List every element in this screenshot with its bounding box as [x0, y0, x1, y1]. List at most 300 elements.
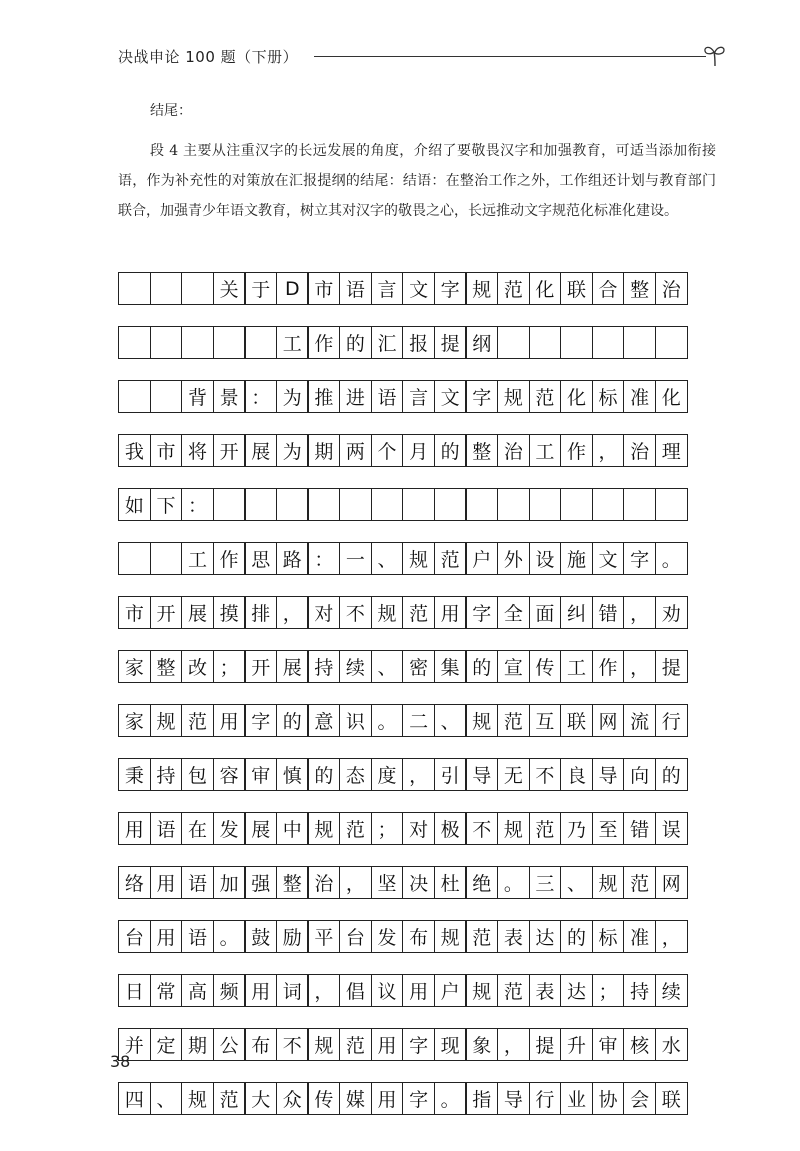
- grid-cell: 日: [118, 974, 151, 1007]
- grid-cell: 工: [276, 326, 309, 359]
- grid-cell: 二: [402, 704, 435, 737]
- grid-cell: 字: [623, 542, 656, 575]
- grid-cell: 态: [339, 758, 372, 791]
- grid-cell: 杜: [434, 866, 467, 899]
- grid-cell: 倡: [339, 974, 372, 1007]
- grid-cell: 规: [465, 272, 498, 305]
- grid-cell: 常: [150, 974, 183, 1007]
- grid-cell: 标: [592, 380, 625, 413]
- grid-cell: ：: [307, 542, 340, 575]
- grid-cell: [497, 488, 530, 521]
- grid-cell: 不: [276, 1028, 309, 1061]
- grid-cell: 语: [371, 380, 404, 413]
- grid-cell: 语: [150, 812, 183, 845]
- grid-cell: 水: [655, 1028, 688, 1061]
- grid-cell: 续: [339, 650, 372, 683]
- grid-cell: [307, 488, 340, 521]
- grid-cell: 字: [465, 380, 498, 413]
- grid-cell: 的: [434, 434, 467, 467]
- grid-cell: 审: [592, 1028, 625, 1061]
- grid-cell: 作: [213, 542, 246, 575]
- grid-cell: 范: [465, 920, 498, 953]
- grid-cell: 频: [213, 974, 246, 1007]
- grid-cell: 用: [371, 1028, 404, 1061]
- grid-cell: 强: [244, 866, 277, 899]
- grid-cell: [434, 488, 467, 521]
- grid-cell: [276, 488, 309, 521]
- grid-cell: 不: [339, 596, 372, 629]
- grid-cell: 密: [402, 650, 435, 683]
- grid-cell: 。: [655, 542, 688, 575]
- grid-cell: 展: [244, 812, 277, 845]
- grid-cell: 度: [371, 758, 404, 791]
- grid-cell: 思: [244, 542, 277, 575]
- grid-cell: ，: [623, 650, 656, 683]
- grid-cell: 范: [339, 1028, 372, 1061]
- grid-cell: 发: [371, 920, 404, 953]
- grid-cell: 互: [529, 704, 562, 737]
- grid-cell: 联: [560, 272, 593, 305]
- grid-cell: 字: [434, 272, 467, 305]
- grid-row: [118, 434, 708, 467]
- grid-cell: 协: [592, 1082, 625, 1115]
- grid-cell: 定: [150, 1028, 183, 1061]
- grid-cell: [213, 488, 246, 521]
- grid-cell: 台: [118, 920, 151, 953]
- grid-cell: 市: [307, 272, 340, 305]
- grid-cell: 整: [465, 434, 498, 467]
- grid-cell: [244, 488, 277, 521]
- grid-cell: 合: [592, 272, 625, 305]
- grid-cell: 关: [213, 272, 246, 305]
- grid-cell: 工: [529, 434, 562, 467]
- grid-cell: 错: [623, 812, 656, 845]
- grid-cell: 升: [560, 1028, 593, 1061]
- grid-row: [118, 812, 708, 845]
- grid-cell: D: [276, 272, 309, 305]
- grid-cell: 整: [276, 866, 309, 899]
- grid-cell: [497, 326, 530, 359]
- grid-cell: 鼓: [244, 920, 277, 953]
- grid-cell: 指: [465, 1082, 498, 1115]
- grid-cell: 两: [339, 434, 372, 467]
- grid-row: [118, 1082, 708, 1115]
- grid-cell: 展: [276, 650, 309, 683]
- grid-cell: 治: [497, 434, 530, 467]
- grid-cell: 摸: [213, 596, 246, 629]
- grid-cell: 高: [181, 974, 214, 1007]
- grid-cell: [655, 326, 688, 359]
- grid-cell: 宣: [497, 650, 530, 683]
- grid-cell: 导: [592, 758, 625, 791]
- grid-cell: [529, 488, 562, 521]
- grid-cell: 引: [434, 758, 467, 791]
- grid-cell: 面: [529, 596, 562, 629]
- grid-cell: 象: [465, 1028, 498, 1061]
- grid-cell: 用: [150, 866, 183, 899]
- grid-cell: 无: [497, 758, 530, 791]
- grid-cell: [181, 326, 214, 359]
- grid-cell: 字: [465, 596, 498, 629]
- grid-cell: 加: [213, 866, 246, 899]
- grid-cell: 规: [592, 866, 625, 899]
- grid-cell: 传: [529, 650, 562, 683]
- grid-cell: 联: [655, 1082, 688, 1115]
- grid-cell: 的: [276, 704, 309, 737]
- grid-cell: 作: [592, 650, 625, 683]
- grid-cell: 作: [560, 434, 593, 467]
- grid-cell: 路: [276, 542, 309, 575]
- grid-cell: 发: [213, 812, 246, 845]
- grid-cell: 至: [592, 812, 625, 845]
- grid-cell: [150, 326, 183, 359]
- grid-cell: 绝: [465, 866, 498, 899]
- grid-cell: 工: [181, 542, 214, 575]
- grid-cell: 劝: [655, 596, 688, 629]
- grid-cell: 的: [560, 920, 593, 953]
- grid-cell: 用: [244, 974, 277, 1007]
- grid-cell: 、: [150, 1082, 183, 1115]
- grid-cell: 治: [655, 272, 688, 305]
- grid-cell: ；: [213, 650, 246, 683]
- grid-cell: ，: [402, 758, 435, 791]
- grid-cell: 达: [560, 974, 593, 1007]
- grid-cell: 期: [307, 434, 340, 467]
- grid-cell: [560, 326, 593, 359]
- grid-cell: 规: [307, 812, 340, 845]
- grid-cell: 开: [150, 596, 183, 629]
- grid-cell: 的: [465, 650, 498, 683]
- grid-cell: 进: [339, 380, 372, 413]
- grid-row: [118, 758, 708, 791]
- grid-cell: [529, 326, 562, 359]
- grid-row: [118, 1028, 708, 1061]
- grid-cell: 联: [560, 704, 593, 737]
- grid-cell: 推: [307, 380, 340, 413]
- grid-row: [118, 272, 708, 305]
- grid-cell: 化: [529, 272, 562, 305]
- grid-cell: 展: [181, 596, 214, 629]
- grid-cell: 持: [150, 758, 183, 791]
- running-header: [118, 40, 728, 70]
- grid-cell: [118, 542, 151, 575]
- grid-cell: [213, 326, 246, 359]
- grid-cell: [592, 488, 625, 521]
- grid-row: [118, 704, 708, 737]
- grid-cell: 规: [434, 920, 467, 953]
- grid-cell: [150, 272, 183, 305]
- grid-cell: 全: [497, 596, 530, 629]
- grid-cell: 行: [655, 704, 688, 737]
- grid-cell: 范: [434, 542, 467, 575]
- grid-cell: 导: [497, 1082, 530, 1115]
- grid-row: [118, 488, 708, 521]
- grid-cell: 不: [529, 758, 562, 791]
- grid-cell: 导: [465, 758, 498, 791]
- grid-cell: 。: [371, 704, 404, 737]
- grid-cell: 布: [244, 1028, 277, 1061]
- grid-cell: 月: [402, 434, 435, 467]
- grid-cell: 化: [560, 380, 593, 413]
- grid-cell: 包: [181, 758, 214, 791]
- grid-cell: [150, 380, 183, 413]
- grid-cell: ；: [371, 812, 404, 845]
- grid-cell: 户: [434, 974, 467, 1007]
- grid-cell: 家: [118, 704, 151, 737]
- grid-cell: 慎: [276, 758, 309, 791]
- grid-cell: 用: [213, 704, 246, 737]
- grid-cell: 对: [402, 812, 435, 845]
- grid-cell: 下: [150, 488, 183, 521]
- grid-cell: 的: [307, 758, 340, 791]
- page-number: 38: [110, 1052, 131, 1071]
- grid-cell: 范: [213, 1082, 246, 1115]
- grid-cell: 工: [560, 650, 593, 683]
- grid-cell: ：: [244, 380, 277, 413]
- grid-cell: 于: [244, 272, 277, 305]
- grid-cell: 纲: [465, 326, 498, 359]
- grid-cell: [655, 488, 688, 521]
- grid-cell: 规: [465, 974, 498, 1007]
- grid-cell: 。: [434, 1082, 467, 1115]
- grid-cell: 流: [623, 704, 656, 737]
- grid-cell: ，: [339, 866, 372, 899]
- grid-cell: 报: [402, 326, 435, 359]
- grid-cell: 范: [181, 704, 214, 737]
- grid-cell: 字: [402, 1028, 435, 1061]
- grid-cell: 如: [118, 488, 151, 521]
- grid-cell: [623, 326, 656, 359]
- grid-cell: 景: [213, 380, 246, 413]
- grid-cell: [560, 488, 593, 521]
- grid-cell: 决: [402, 866, 435, 899]
- grid-cell: 用: [371, 1082, 404, 1115]
- grid-cell: 将: [181, 434, 214, 467]
- grid-cell: 开: [244, 650, 277, 683]
- grid-row: [118, 866, 708, 899]
- grid-cell: 平: [307, 920, 340, 953]
- header-rule: [314, 56, 706, 57]
- grid-cell: 文: [434, 380, 467, 413]
- grid-cell: 期: [181, 1028, 214, 1061]
- grid-cell: ，: [623, 596, 656, 629]
- grid-cell: 现: [434, 1028, 467, 1061]
- grid-cell: 极: [434, 812, 467, 845]
- grid-cell: 规: [371, 596, 404, 629]
- grid-cell: 核: [623, 1028, 656, 1061]
- grid-cell: ；: [592, 974, 625, 1007]
- grid-cell: 纠: [560, 596, 593, 629]
- grid-cell: 市: [150, 434, 183, 467]
- grid-cell: 开: [213, 434, 246, 467]
- grid-cell: 布: [402, 920, 435, 953]
- grid-cell: 规: [150, 704, 183, 737]
- grid-cell: 范: [497, 704, 530, 737]
- grid-cell: 一: [339, 542, 372, 575]
- grid-cell: 对: [307, 596, 340, 629]
- grid-cell: 家: [118, 650, 151, 683]
- grid-cell: 向: [623, 758, 656, 791]
- grid-cell: 规: [465, 704, 498, 737]
- grid-cell: 户: [465, 542, 498, 575]
- grid-cell: 标: [592, 920, 625, 953]
- grid-cell: [623, 488, 656, 521]
- grid-cell: 三: [529, 866, 562, 899]
- grid-cell: 众: [276, 1082, 309, 1115]
- grid-cell: ，: [276, 596, 309, 629]
- grid-cell: 文: [592, 542, 625, 575]
- grid-cell: 设: [529, 542, 562, 575]
- grid-cell: 秉: [118, 758, 151, 791]
- grid-row: [118, 974, 708, 1007]
- grid-cell: [118, 380, 151, 413]
- grid-cell: 言: [371, 272, 404, 305]
- grid-row: [118, 596, 708, 629]
- grid-cell: 励: [276, 920, 309, 953]
- grid-cell: 用: [434, 596, 467, 629]
- grid-cell: ，: [307, 974, 340, 1007]
- grid-cell: 范: [339, 812, 372, 845]
- grid-cell: 语: [181, 920, 214, 953]
- grid-cell: 字: [244, 704, 277, 737]
- grid-cell: 容: [213, 758, 246, 791]
- grid-cell: 行: [529, 1082, 562, 1115]
- grid-cell: 错: [592, 596, 625, 629]
- grid-cell: 字: [402, 1082, 435, 1115]
- grid-cell: 议: [371, 974, 404, 1007]
- grid-cell: 范: [497, 272, 530, 305]
- grid-cell: 续: [655, 974, 688, 1007]
- grid-cell: 意: [307, 704, 340, 737]
- grid-cell: 外: [497, 542, 530, 575]
- grid-cell: 的: [339, 326, 372, 359]
- grid-cell: 规: [497, 380, 530, 413]
- grid-cell: 的: [655, 758, 688, 791]
- grid-cell: 表: [529, 974, 562, 1007]
- grid-cell: 、: [371, 650, 404, 683]
- grid-cell: 。: [213, 920, 246, 953]
- grid-cell: 汇: [371, 326, 404, 359]
- grid-cell: 言: [402, 380, 435, 413]
- grid-cell: ，: [655, 920, 688, 953]
- grid-cell: ：: [181, 488, 214, 521]
- grid-cell: 中: [276, 812, 309, 845]
- grid-cell: [371, 488, 404, 521]
- grid-cell: 用: [118, 812, 151, 845]
- grid-cell: 集: [434, 650, 467, 683]
- grid-cell: 范: [529, 380, 562, 413]
- grid-cell: 大: [244, 1082, 277, 1115]
- grid-cell: 个: [371, 434, 404, 467]
- grid-cell: 词: [276, 974, 309, 1007]
- grid-cell: 不: [465, 812, 498, 845]
- grid-cell: 提: [434, 326, 467, 359]
- grid-cell: 市: [118, 596, 151, 629]
- grid-cell: 表: [497, 920, 530, 953]
- grid-cell: 范: [529, 812, 562, 845]
- grid-cell: [244, 326, 277, 359]
- grid-cell: 在: [181, 812, 214, 845]
- grid-cell: 传: [307, 1082, 340, 1115]
- grid-cell: ，: [497, 1028, 530, 1061]
- grid-cell: [181, 272, 214, 305]
- grid-cell: 并: [118, 1028, 151, 1061]
- section-label: 结尾：: [150, 103, 192, 119]
- grid-cell: 提: [529, 1028, 562, 1061]
- grid-cell: 台: [339, 920, 372, 953]
- grid-cell: 排: [244, 596, 277, 629]
- grid-cell: 。: [497, 866, 530, 899]
- grid-cell: [465, 488, 498, 521]
- grid-cell: 施: [560, 542, 593, 575]
- grid-row: [118, 650, 708, 683]
- grid-cell: 范: [623, 866, 656, 899]
- grid-cell: 、: [371, 542, 404, 575]
- grid-cell: 规: [181, 1082, 214, 1115]
- grid-cell: [339, 488, 372, 521]
- grid-cell: 业: [560, 1082, 593, 1115]
- grid-cell: 达: [529, 920, 562, 953]
- grid-cell: 持: [307, 650, 340, 683]
- grid-cell: 网: [592, 704, 625, 737]
- grid-cell: 改: [181, 650, 214, 683]
- grid-cell: 化: [655, 380, 688, 413]
- grid-cell: [402, 488, 435, 521]
- grid-cell: 整: [150, 650, 183, 683]
- sprout-icon: [702, 42, 728, 68]
- grid-cell: 为: [276, 380, 309, 413]
- grid-row: [118, 326, 708, 359]
- grid-cell: 规: [402, 542, 435, 575]
- grid-cell: 、: [560, 866, 593, 899]
- grid-cell: 治: [623, 434, 656, 467]
- grid-cell: 背: [181, 380, 214, 413]
- grid-cell: 准: [623, 920, 656, 953]
- grid-cell: 理: [655, 434, 688, 467]
- grid-cell: 四: [118, 1082, 151, 1115]
- grid-cell: ，: [592, 434, 625, 467]
- grid-cell: [592, 326, 625, 359]
- grid-cell: 网: [655, 866, 688, 899]
- header-title: 决战申论 100 题（下册）: [118, 48, 299, 66]
- grid-cell: 坚: [371, 866, 404, 899]
- grid-cell: 整: [623, 272, 656, 305]
- grid-cell: 审: [244, 758, 277, 791]
- grid-cell: 为: [276, 434, 309, 467]
- grid-cell: 持: [623, 974, 656, 1007]
- grid-cell: [150, 542, 183, 575]
- grid-cell: [118, 272, 151, 305]
- grid-cell: 准: [623, 380, 656, 413]
- grid-cell: 范: [497, 974, 530, 1007]
- grid-cell: 语: [339, 272, 372, 305]
- grid-cell: 文: [402, 272, 435, 305]
- grid-cell: 规: [497, 812, 530, 845]
- grid-cell: 误: [655, 812, 688, 845]
- grid-cell: 良: [560, 758, 593, 791]
- grid-row: [118, 920, 708, 953]
- grid-cell: 识: [339, 704, 372, 737]
- grid-row: [118, 542, 708, 575]
- grid-cell: 乃: [560, 812, 593, 845]
- writing-grid: [118, 272, 708, 1136]
- grid-cell: 公: [213, 1028, 246, 1061]
- grid-cell: 语: [181, 866, 214, 899]
- grid-cell: 用: [402, 974, 435, 1007]
- grid-cell: 会: [623, 1082, 656, 1115]
- grid-cell: 媒: [339, 1082, 372, 1115]
- grid-cell: 展: [244, 434, 277, 467]
